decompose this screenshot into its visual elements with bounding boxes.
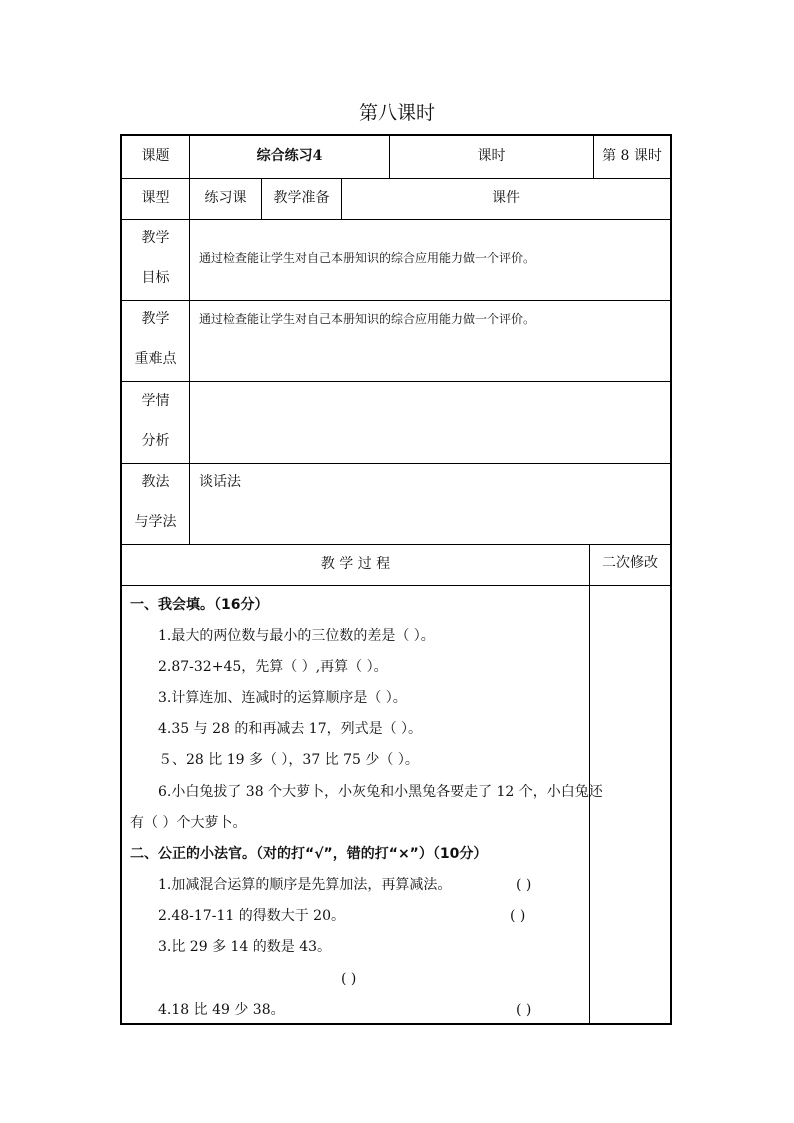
question: 1.最大的两位数与最小的三位数的差是（ ）。 bbox=[158, 628, 435, 644]
row-divider bbox=[122, 300, 670, 301]
answer-parentheses: ( ) bbox=[510, 908, 526, 924]
goal-label: 目标 bbox=[141, 270, 170, 286]
row-divider bbox=[122, 544, 670, 545]
answer-parentheses: ( ) bbox=[341, 971, 357, 987]
question: 2.87-32+45，先算（ ）,再算（ ）。 bbox=[158, 659, 388, 675]
question: 4.35 与 28 的和再减去 17，列式是（ ）。 bbox=[158, 721, 423, 737]
key-label: 教学 bbox=[141, 311, 170, 327]
question: 1.加减混合运算的顺序是先算加法，再算减法。 bbox=[158, 877, 452, 893]
prep-value: 课件 bbox=[492, 190, 520, 206]
topic-label: 课题 bbox=[141, 148, 170, 164]
goal-label: 教学 bbox=[141, 230, 170, 246]
key-label: 重难点 bbox=[134, 351, 177, 367]
row-divider bbox=[122, 463, 670, 464]
process-heading: 教 学 过 程 bbox=[320, 556, 391, 572]
row-divider bbox=[122, 585, 670, 586]
hours-label: 课时 bbox=[477, 148, 506, 164]
key-text: 通过检查能让学生对自己本册知识的综合应用能力做一个评价。 bbox=[199, 312, 536, 326]
page-title: 第八课时 bbox=[358, 102, 435, 124]
question: 有（ ）个大萝卜。 bbox=[130, 815, 247, 831]
question: 3.比 29 多 14 的数是 43。 bbox=[158, 939, 332, 955]
section1-title: 一、我会填。（16分） bbox=[130, 597, 269, 613]
section2-title: 二、公正的小法官。（对的打“√”，错的打“×”）（10分） bbox=[130, 846, 488, 862]
type-value: 练习课 bbox=[204, 190, 247, 206]
question: 3.计算连加、连减时的运算顺序是（ ）。 bbox=[158, 690, 407, 706]
hours-value: 第 8 课时 bbox=[602, 148, 662, 164]
answer-parentheses: ( ) bbox=[516, 1002, 532, 1018]
question: 4.18 比 49 少 38。 bbox=[158, 1002, 285, 1018]
method-text: 谈话法 bbox=[199, 474, 241, 490]
method-label: 教法 bbox=[141, 474, 170, 490]
analysis-label: 学情 bbox=[141, 393, 170, 409]
method-label: 与学法 bbox=[134, 514, 177, 530]
row-divider bbox=[122, 381, 670, 382]
question: 6.小白兔拔了 38 个大萝卜，小灰兔和小黑兔各要走了 12 个，小白兔还 bbox=[158, 784, 603, 800]
answer-parentheses: ( ) bbox=[516, 877, 532, 893]
goal-text: 通过检查能让学生对自己本册知识的综合应用能力做一个评价。 bbox=[199, 251, 536, 265]
prep-label: 教学准备 bbox=[273, 190, 330, 206]
lesson-plan-table bbox=[120, 134, 672, 1025]
row-divider bbox=[122, 219, 670, 220]
topic-value: 综合练习4 bbox=[256, 148, 323, 164]
analysis-label: 分析 bbox=[141, 433, 170, 449]
question: 2.48-17-11 的得数大于 20。 bbox=[158, 908, 345, 924]
row-divider bbox=[122, 178, 670, 179]
question: ５、28 比 19 多（ ），37 比 75 少（ ）。 bbox=[158, 752, 419, 768]
revise-label: 二次修改 bbox=[602, 555, 658, 571]
type-label: 课型 bbox=[141, 190, 170, 206]
